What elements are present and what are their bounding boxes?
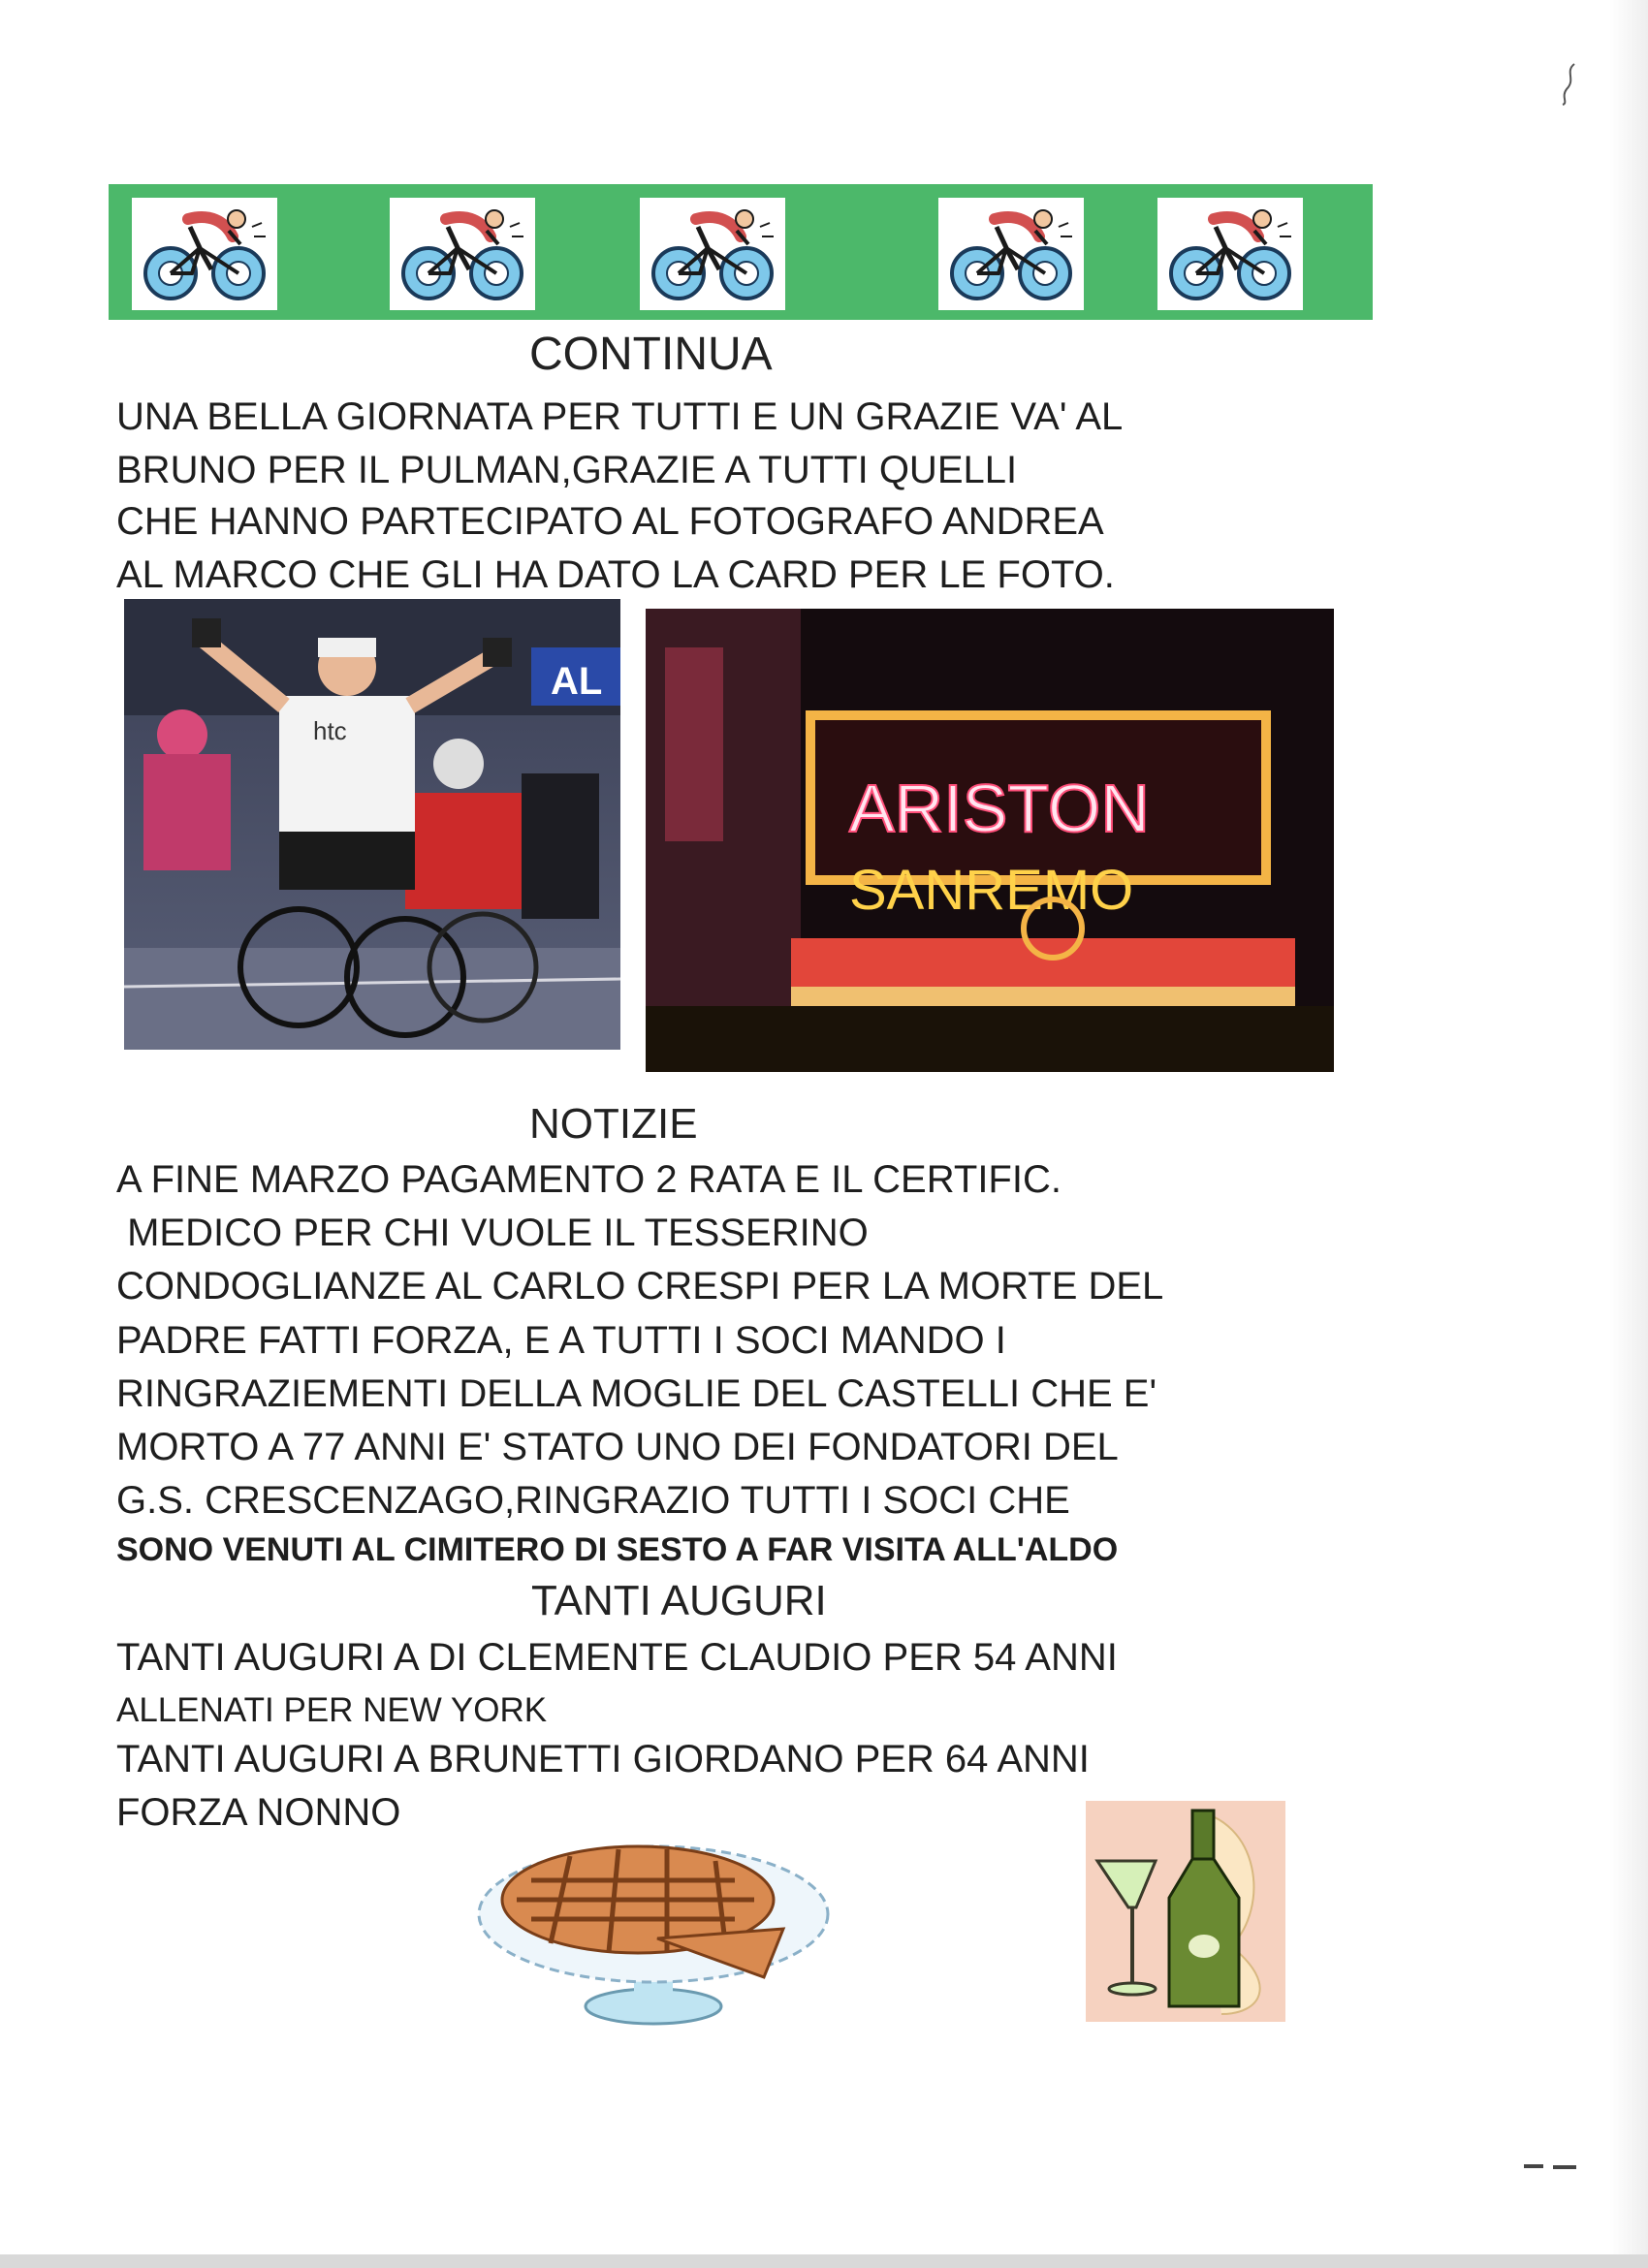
ariston-sign: ARISTON [849,771,1150,846]
auguri-line: ALLENATI PER NEW YORK [116,1691,548,1729]
jersey-text: htc [313,716,347,745]
notizie-line: MEDICO PER CHI VUOLE IL TESSERINO [116,1212,869,1254]
cyclist-icon [640,198,785,310]
bottom-edge [0,2254,1648,2268]
notizie-line: A FINE MARZO PAGAMENTO 2 RATA E IL CERTIFIC. [116,1158,1062,1201]
cyclist-icon [390,198,535,310]
continua-line: AL MARCO CHE GLI HA DATO LA CARD PER LE FOTO. [116,553,1115,596]
cyclists-photo [124,599,620,1050]
notizie-line: CONDOGLIANZE AL CARLO CRESPI PER LA MORTE DEL [116,1265,1164,1307]
cyclist-icon [132,198,277,310]
cyclist-banner [109,184,1373,320]
continua-line: CHE HANNO PARTECIPATO AL FOTOGRAFO ANDREA [116,500,1104,543]
auguri-line: TANTI AUGURI A DI CLEMENTE CLAUDIO PER 54 ANNI [116,1636,1118,1679]
auguri-line: FORZA NONNO [116,1791,401,1834]
notizie-line: MORTO A 77 ANNI E' STATO UNO DEI FONDATORI DEL [116,1426,1119,1468]
sanremo-sign: SANREMO [849,859,1134,922]
cyclist-icon [938,198,1084,310]
scan-mark [1522,2159,1580,2171]
ariston-photo [646,609,1334,1072]
notizie-last-line: SONO VENUTI AL CIMITERO DI SESTO A FAR VISITA ALL'ALDO [116,1531,1119,1568]
continua-line: UNA BELLA GIORNATA PER TUTTI E UN GRAZIE VA' AL [116,395,1124,438]
notizie-line: PADRE FATTI FORZA, E A TUTTI I SOCI MANDO I [116,1319,1006,1362]
banner-text: AL [551,660,603,703]
notizie-line: G.S. CRESCENZAGO,RINGRAZIO TUTTI I SOCI CHE [116,1479,1070,1522]
continua-heading: CONTINUA [529,329,773,380]
scan-mark [1555,60,1580,109]
continua-line: BRUNO PER IL PULMAN,GRAZIE A TUTTI QUELLI [116,449,1018,491]
cyclist-icon [1157,198,1303,310]
page-edge [1609,0,1648,2268]
pie-icon [473,1822,834,2028]
auguri-heading: TANTI AUGURI [531,1577,827,1624]
auguri-line: TANTI AUGURI A BRUNETTI GIORDANO PER 64 ANNI [116,1738,1090,1780]
notizie-line: RINGRAZIEMENTI DELLA MOGLIE DEL CASTELLI CHE E' [116,1372,1157,1415]
notizie-heading: NOTIZIE [529,1100,698,1148]
champagne-icon [1076,1791,1295,2032]
